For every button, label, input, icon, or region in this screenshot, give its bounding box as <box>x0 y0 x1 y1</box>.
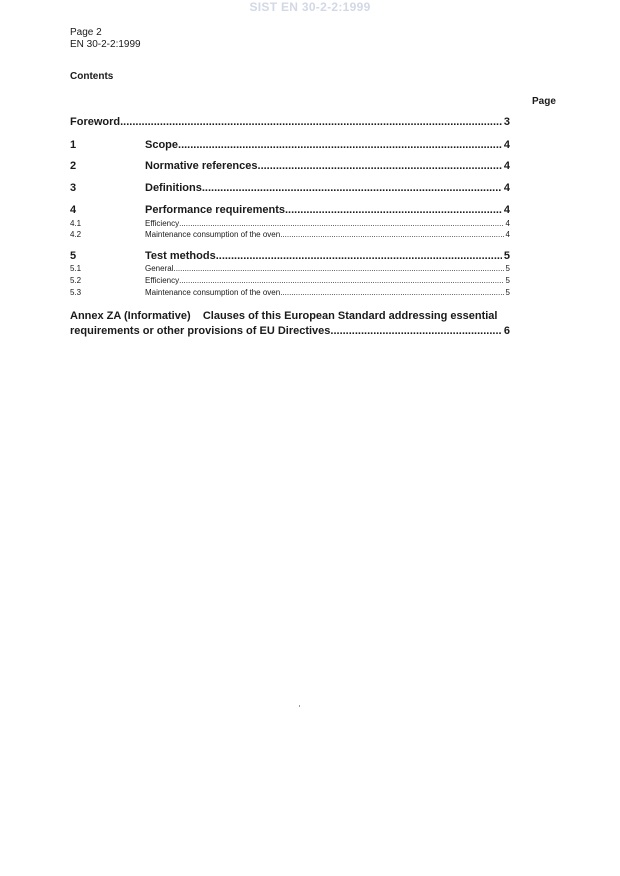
toc-title: General <box>145 264 174 273</box>
toc-page: 4 <box>503 160 510 172</box>
toc-entry-test-methods[interactable] <box>70 250 510 262</box>
toc-entry-foreword[interactable] <box>70 116 510 128</box>
leader-dots <box>173 264 503 273</box>
leader-dots <box>280 288 503 297</box>
toc-number: 4 <box>70 204 77 216</box>
leader-dots <box>285 204 502 216</box>
toc-page: 4 <box>505 219 510 228</box>
toc-entry-general-5-1[interactable] <box>70 264 510 273</box>
toc-page: 4 <box>503 182 510 194</box>
toc-page: 5 <box>505 288 510 297</box>
watermark: SIST EN 30-2-2:1999 <box>249 0 371 14</box>
leader-dots <box>120 116 502 128</box>
leader-dots <box>330 324 501 339</box>
toc-title: Foreword <box>70 116 121 128</box>
toc-entry-normative-references[interactable] <box>70 160 510 172</box>
toc-page: 4 <box>505 230 510 239</box>
toc-entry-efficiency-4-1[interactable] <box>70 219 510 228</box>
toc-title: Maintenance consumption of the oven <box>145 230 281 239</box>
toc-page: 4 <box>503 204 510 216</box>
toc-number: 4.2 <box>70 230 82 239</box>
toc-page: 4 <box>503 139 510 151</box>
toc-page: 5 <box>503 250 510 262</box>
toc-number: 4.1 <box>70 219 82 228</box>
toc-title: Normative references <box>145 160 258 172</box>
toc-page: 3 <box>503 116 510 128</box>
toc-title: Efficiency <box>145 219 180 228</box>
toc-entry-maintenance-consumption-5-3[interactable] <box>70 288 510 297</box>
annex-line-1 <box>70 309 530 324</box>
annex-label: Annex ZA (Informative) <box>70 310 191 322</box>
toc-entry-performance-requirements[interactable] <box>70 204 510 216</box>
toc-title: Maintenance consumption of the oven <box>145 288 281 297</box>
toc-title: Test methods <box>145 250 216 262</box>
leader-dots <box>202 182 502 194</box>
toc-page: 6 <box>503 325 510 337</box>
toc-entry-scope[interactable] <box>70 139 510 151</box>
toc-number: 5 <box>70 250 77 262</box>
annex-title-line-2: requirements or other provisions of EU Directives <box>70 325 331 337</box>
toc-page: 5 <box>505 276 510 285</box>
toc-number: 5.3 <box>70 288 82 297</box>
annex-line-2 <box>70 324 510 339</box>
toc-number: 5.1 <box>70 264 82 273</box>
toc-number: 5.2 <box>70 276 82 285</box>
leader-dots <box>178 139 502 151</box>
toc-entry-annex-za[interactable] <box>70 309 530 339</box>
toc-title: Scope <box>145 139 179 151</box>
page-number: Page 2 <box>70 27 102 38</box>
scan-speck <box>299 705 300 707</box>
leader-dots <box>280 230 503 239</box>
toc-title: Efficiency <box>145 276 180 285</box>
toc-number: 1 <box>70 139 77 151</box>
toc-entry-maintenance-consumption-4-2[interactable] <box>70 230 510 239</box>
leader-dots <box>216 250 502 262</box>
page-column-label: Page <box>532 96 556 107</box>
document-id: EN 30-2-2:1999 <box>70 39 141 50</box>
leader-dots <box>179 219 503 228</box>
contents-title: Contents <box>70 71 114 82</box>
leader-dots <box>258 160 502 172</box>
toc-number: 2 <box>70 160 77 172</box>
toc-title: Performance requirements <box>145 204 285 216</box>
annex-title-line-1: Clauses of this European Standard addressing essential <box>202 310 498 322</box>
toc-title: Definitions <box>145 182 202 194</box>
toc-entry-definitions[interactable] <box>70 182 510 194</box>
toc-number: 3 <box>70 182 77 194</box>
leader-dots <box>179 276 503 285</box>
toc-page: 5 <box>505 264 510 273</box>
toc-entry-efficiency-5-2[interactable] <box>70 276 510 285</box>
page-header <box>70 27 141 51</box>
